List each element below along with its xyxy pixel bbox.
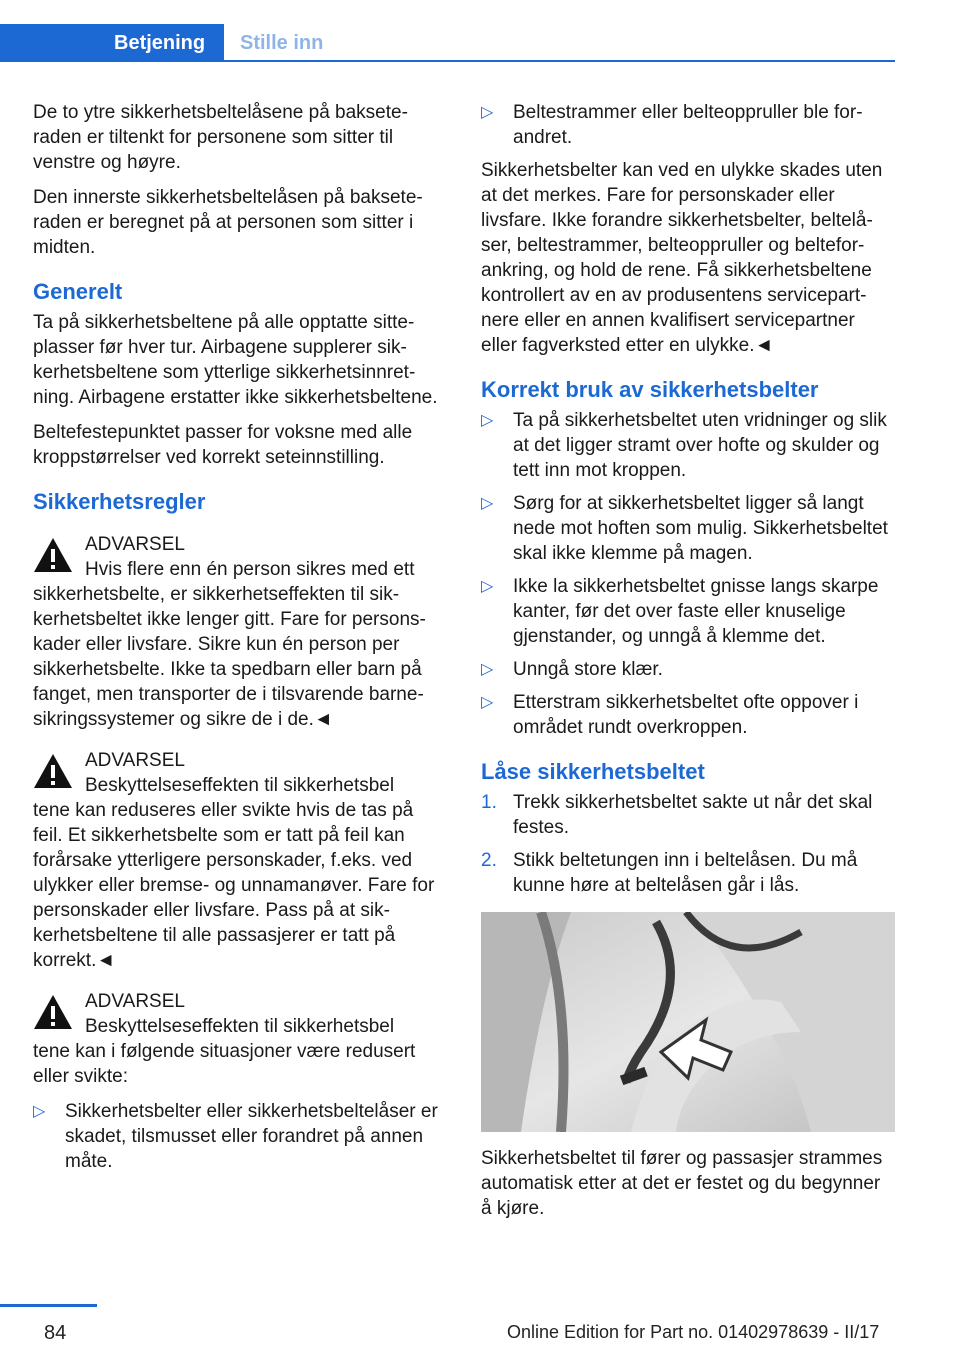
warning-triangle-icon <box>33 993 73 1033</box>
warning-triangle-icon <box>33 536 73 576</box>
step-number: 1. <box>481 792 497 813</box>
list-item-text: Ta på sikkerhetsbeltet uten vridninger og slik at det ligger stramt over hofte og skulder og tett inn mot kroppen. <box>513 410 887 481</box>
warning-text: Beskyttelseseffekten til sikkerhetsbel <box>85 775 395 796</box>
triangle-bullet-icon: ▷ <box>481 661 494 678</box>
paragraph: Ta på sikkerhetsbeltene på alle opptatte sitteplasser før hver tur. Airbagene supplerer sikkerhetsbeltene som ytterlige sikkerhetsinnretning. Airbagene erstatter ikke sikkerhetsbeltene. <box>33 312 438 408</box>
warning-text: tene kan reduseres eller svikte hvis de tas på feil. Et sikkerhetsbelte som er tatt på feil kan forårsake ytterligere personskader, f.eks. ved ulykker eller bremse- og unnamanøver. Fare for personskader eller livsfare. Pass på at sikkerhetsbeltene til alle passasjerer er tatt på korrekt.◄ <box>33 800 435 971</box>
section-heading-korrekt-bruk: Korrekt bruk av sikkerhetsbelter <box>481 377 819 402</box>
warning-block <box>33 748 447 973</box>
warning-title: ADVARSEL <box>85 750 185 771</box>
bullet-list <box>481 100 895 150</box>
list-item <box>481 690 895 740</box>
list-item <box>481 848 895 898</box>
list-item <box>33 1099 447 1174</box>
bullet-list <box>33 1099 447 1174</box>
list-item <box>481 657 895 682</box>
warning-text: Beskyttelseseffekten til sikkerhetsbel <box>85 1016 395 1037</box>
photo-caption: Sikkerhetsbeltet til fører og passasjer strammes automatisk etter at det er festet og du begynner å kjøre. <box>481 1148 883 1219</box>
warning-block <box>33 532 447 732</box>
seatbelt-photo <box>481 912 895 1132</box>
tab-betjening: Betjening <box>0 24 224 62</box>
list-item-text: Trekk sikkerhetsbeltet sakte ut når det skal festes. <box>513 792 873 838</box>
seatbelt-buckle-illustration <box>481 912 895 1132</box>
paragraph: Den innerste sikkerhetsbeltelåsen på bakseteraden er beregnet på at personen som sitter i midten. <box>33 187 423 258</box>
paragraph: De to ytre sikkerhetsbeltelåsene på bakseteraden er tiltenkt for personene som sitter til venstre og høyre. <box>33 102 408 173</box>
warning-text: sikkerhetsbelte, er sikkerhetseffekten til sikkerhetsbeltet ikke lenger gitt. Fare for personskader eller livsfare. Sikre kun én person per sikkerhetsbelte. Ikke ta spedbarn eller barn på fanget, men transporter de i tilsvarende barnesikringssystemer og sikre de i de.◄ <box>33 584 426 730</box>
tab-stille-inn: Stille inn <box>240 32 324 54</box>
page-number: 84 <box>44 1322 67 1344</box>
list-item-text: Stikk beltetungen inn i beltelåsen. Du må kunne høre at beltelåsen går i lås. <box>513 850 858 896</box>
edition-text: Online Edition for Part no. 01402978639 - II/17 <box>507 1322 880 1342</box>
triangle-bullet-icon: ▷ <box>481 578 494 595</box>
triangle-bullet-icon: ▷ <box>481 495 494 512</box>
list-item-text: Ikke la sikkerhetsbeltet gnisse langs skarpe kanter, før det over faste eller knuselige gjenstander, og unngå å klemme det. <box>513 576 879 647</box>
warning-block <box>33 989 447 1089</box>
header-tabs <box>0 24 895 62</box>
list-item-text: Etterstram sikkerhetsbeltet ofte oppover i området rundt overkroppen. <box>513 692 859 738</box>
warning-text: tene kan i følgende situasjoner være redusert eller svikte: <box>33 1041 416 1087</box>
list-item-text: Beltestrammer eller belteoppruller ble forandret. <box>513 102 863 148</box>
section-heading-laase: Låse sikkerhetsbeltet <box>481 759 705 784</box>
section-heading-sikkerhetsregler: Sikkerhetsregler <box>33 489 206 514</box>
paragraph: Sikkerhetsbelter kan ved en ulykke skades uten at det merkes. Fare for personskader eller livsfare. Ikke forandre sikkerhetsbelter, beltelåser, beltestrammer, belteoppruller og belteforankring, og hold de rene. Få sikkerhetsbeltene kontrollert av en av produsentens servicepartnere eller en annen kvalifisert servicepartner eller fagverksted etter en ulykke.◄ <box>481 160 883 356</box>
list-item-text: Sikkerhetsbelter eller sikkerhetsbeltelåser er skadet, tilsmusset eller forandret på annen måte. <box>65 1101 438 1172</box>
warning-title: ADVARSEL <box>85 534 185 555</box>
list-item <box>481 100 895 150</box>
list-item <box>481 491 895 566</box>
list-item <box>481 408 895 483</box>
warning-triangle-icon <box>33 752 73 792</box>
warning-text: Hvis flere enn én person sikres med ett <box>85 559 415 580</box>
numbered-list <box>481 790 895 898</box>
warning-title: ADVARSEL <box>85 991 185 1012</box>
left-column <box>33 100 447 1182</box>
list-item <box>481 574 895 649</box>
bullet-list <box>481 408 895 740</box>
header-rule <box>224 60 895 62</box>
list-item-text: Unngå store klær. <box>513 659 663 680</box>
triangle-bullet-icon: ▷ <box>481 694 494 711</box>
step-number: 2. <box>481 850 497 871</box>
footer-rule <box>0 1304 97 1307</box>
right-column <box>481 100 895 1231</box>
triangle-bullet-icon: ▷ <box>481 104 494 121</box>
triangle-bullet-icon: ▷ <box>33 1103 46 1120</box>
paragraph: Beltefestepunktet passer for voksne med alle kroppstørrelser ved korrekt seteinnstilling. <box>33 422 413 468</box>
list-item <box>481 790 895 840</box>
section-heading-generelt: Generelt <box>33 279 123 304</box>
triangle-bullet-icon: ▷ <box>481 412 494 429</box>
list-item-text: Sørg for at sikkerhetsbeltet ligger så langt nede mot hoften som mulig. Sikkerhetsbeltet skal ikke klemme på magen. <box>513 493 888 564</box>
